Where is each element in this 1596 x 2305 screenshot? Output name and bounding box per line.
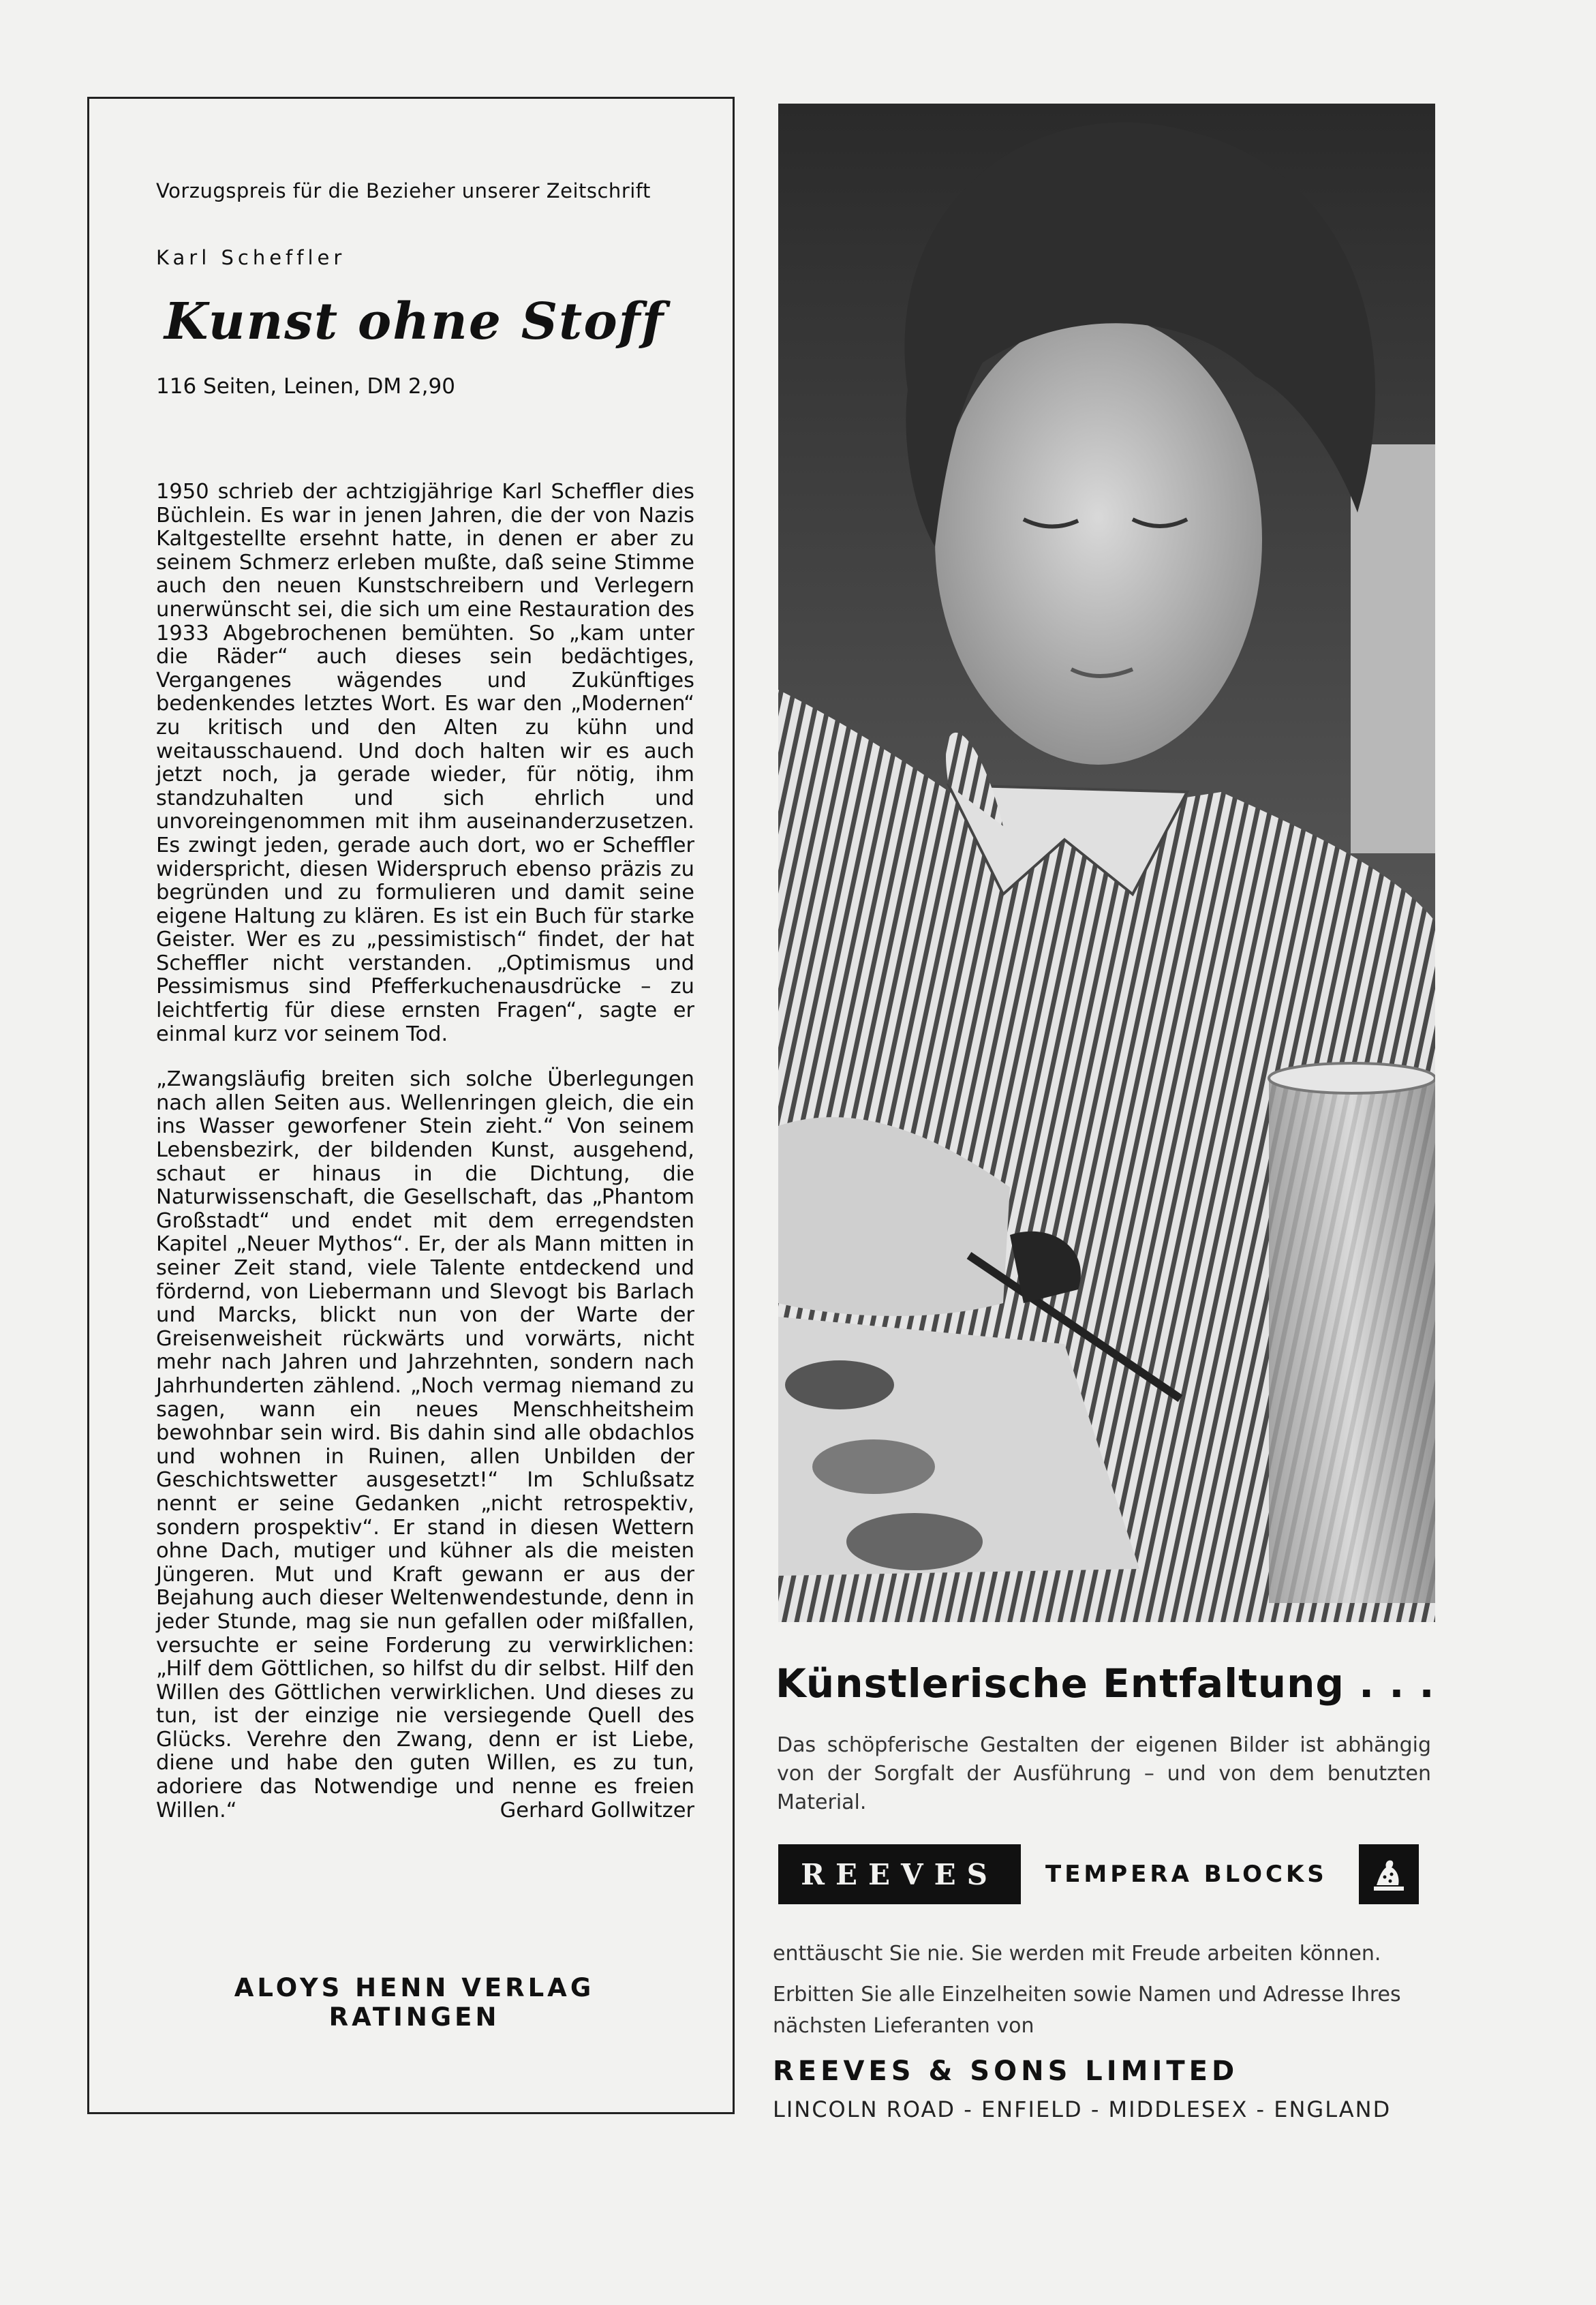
book-advert-box — [87, 97, 735, 2114]
greyhound-logo-shape — [1364, 1850, 1413, 1899]
lead-text: Das schöpferische Gestalten der eigenen Bilder ist abhängig von der Sorgfalt der Ausführung – und von dem benutzten Material. — [777, 1733, 1431, 1814]
greyhound-logo-icon — [1359, 1844, 1419, 1904]
review-signature: Gerhard Gollwitzer — [500, 1798, 694, 1822]
review-paragraph-2 — [156, 1068, 694, 1822]
book-advert-content — [156, 179, 694, 1844]
company-name: REEVES & SONS LIMITED — [773, 2056, 1239, 2087]
photo-illustration — [778, 104, 1435, 1622]
girl-painting-photo — [778, 104, 1435, 1622]
reeves-badge: REEVES — [778, 1844, 1021, 1904]
closing-line-1: enttäuscht Sie nie. Sie werden mit Freude arbeiten können. — [773, 1942, 1381, 1966]
publisher-name: ALOYS HENN VERLAG RATINGEN — [234, 1973, 595, 2032]
author-name: Karl Scheffler — [156, 246, 346, 269]
book-title: Kunst ohne Stoff — [164, 292, 665, 351]
product-name: TEMPERA BLOCKS — [1045, 1861, 1328, 1888]
kicker-text: Vorzugspreis für die Bezieher unserer Zeitschrift — [156, 179, 651, 202]
company-address: LINCOLN ROAD - ENFIELD - MIDDLESEX - ENGLAND — [773, 2096, 1392, 2122]
review-paragraph-1: 1950 schrieb der achtzigjährige Karl Scheffler dies Büchlein. Es war in jenen Jahren, die der von Nazis Kaltgestellte ersehnt hatte, in denen er aber zu seinem Schmerz erleben mußte, daß seine Stimme auch den neuen Kunstschreibern und Verlegern unerwünscht sei, die sich um eine Restauration des 1933 Abgebrochenen bemühten. So „kam unter die Räder“ auch dieses sein bedächtiges, Vergangenes wägendes und Zukünftiges bedenkendes letztes Wort. Es war den „Modernen“ zu kritisch und den Alten zu kühn und weitausschauend. Und doch halten wir es auch jetzt noch, ja gerade wieder, für nötig, ihm standzuhalten und sich ehrlich und unvoreingenommen mit ihm auseinanderzusetzen. Es zwingt jeden, gerade auch dort, wo er Scheffler widerspricht, diesen Widerspruch ebenso präzis zu begründen und zu formulieren und damit seine eigene Haltung zu klären. Es ist ein Buch für starke Geister. Wer es zu „pessimistisch“ findet, der hat Scheffler nicht verstanden. „Optimismus und Pessimismus sind Pfefferkuchenausdrücke – zu leichtfertig für diese ernsten Fragen“, sagte er einmal kurz vor seinem Tod. — [156, 480, 694, 1046]
closing-line-2: Erbitten Sie alle Einzelheiten sowie Namen und Adresse Ihres nächsten Lieferanten von — [773, 1983, 1401, 2038]
closing-copy — [773, 1938, 1427, 2051]
review-body — [156, 480, 694, 1822]
reeves-brand-row — [778, 1844, 1419, 1907]
review-paragraph-2-text: „Zwangsläufig breiten sich solche Überlegungen nach allen Seiten aus. Wellenringen gleich, die ein ins Wasser geworfener Stein zieht.“ Von seinem Lebensbezirk, der bildenden Kunst, ausgehend, schaut er hinaus in die Dichtung, die Naturwissenschaft, die Gesellschaft, das „Phantom Großstadt“ und endet mit dem erregendsten Kapitel „Neuer Mythos“. Er, der als Mann mitten in seiner Zeit stand, viele Talente entdeckend und fördernd, von Liebermann und Slevogt bis Barlach und Marcks, blickt nun von der Warte der Greisenweisheit rückwärts und vorwärts, nicht mehr nach Jahren und Jahrzehnten, sondern nach Jahrhunderten zählend. „Noch vermag niemand zu sagen, wann ein neues Menschheitsheim bewohnbar sein wird. Bis dahin sind alle obdachlos und wohnen in Ruinen, allen Unbilden der Geschichtswetter ausgesetzt!“ Im Schlußsatz nennt er seine Gedanken „nicht retrospektiv, sondern prospektiv“. Er stand in diesen Wettern ohne Dach, mutiger und kühner als die meisten Jüngeren. Mut und Kraft gewann er aus der Bejahung auch dieser Weltenwendestunde, denn in jeder Stunde, mag sie nun gefallen oder mißfallen, versuchte er seine Forderung zu verwirklichen: „Hilf dem Göttlichen, so hilfst du dir selbst. Hilf den Willen des Göttlichen verwirklichen. Und dieses zu tun, ist der einzige nie versiegende Quell des Glücks. Verehre den Zwang, denn er ist Liebe, diene und habe den guten Willen, es zu tun, adoriere das Notwendige und nenne es freien Willen.“ — [156, 1067, 694, 1822]
book-meta: 116 Seiten, Leinen, DM 2,90 — [156, 374, 455, 399]
headline: Künstlerische Entfaltung . . . — [776, 1660, 1435, 1707]
